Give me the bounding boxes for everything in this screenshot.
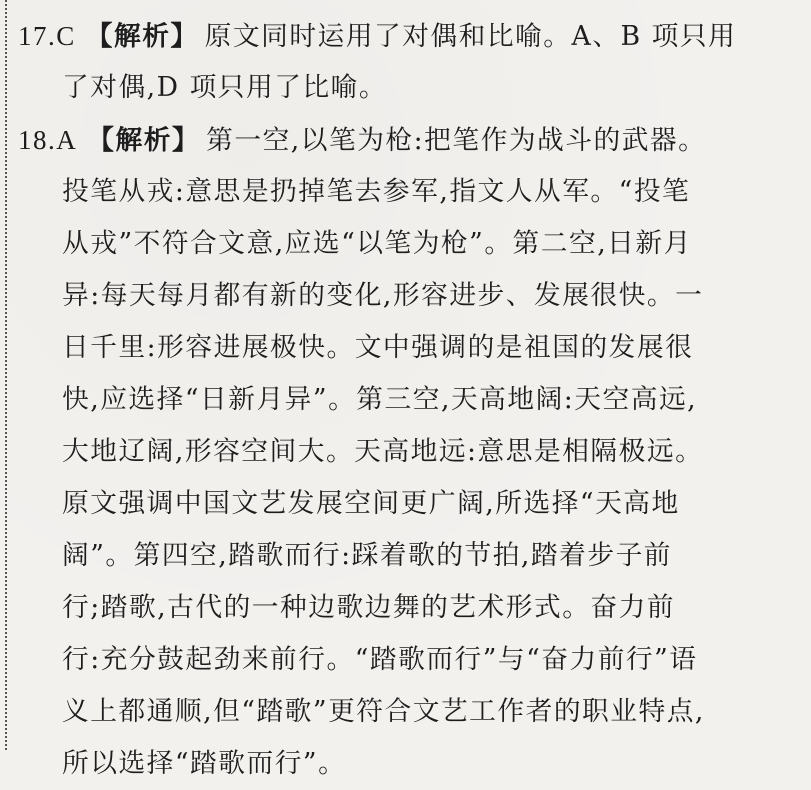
answer-line (18, 738, 798, 790)
question-number: 17.C (18, 21, 76, 51)
answer-line (18, 322, 798, 374)
answer-text: 快,应选择“日新月异”。第三空,天高地阔:天空高远, (62, 384, 698, 415)
answer-text: 行:充分鼓起劲来前行。“踏歌而行”与“奋力前行”语 (62, 644, 698, 675)
answer-item-17 (18, 10, 798, 114)
answer-line (18, 114, 798, 166)
answer-line (18, 166, 798, 218)
margin-dotted-rule (5, 0, 7, 750)
answer-line (18, 686, 798, 738)
answer-text: 所以选择“踏歌而行”。 (62, 748, 347, 779)
answer-text: 日千里:形容进展极快。文中强调的是祖国的发展很 (62, 332, 694, 363)
answer-text: 第一空,以笔为枪:把笔作为战斗的武器。 (206, 125, 707, 156)
answer-text: 异:每天每月都有新的变化,形容进步、发展很快。一 (62, 280, 704, 311)
answer-text: 阔”。第四空,踏歌而行:踩着歌的节拍,踏着步子前 (62, 540, 673, 571)
question-number: 18.A (18, 125, 78, 155)
answer-text: 投笔从戎:意思是扔掉笔去参军,指文人从军。“投笔 (62, 176, 691, 207)
answer-line (18, 582, 798, 634)
answer-text: 从戎”不符合文意,应选“以笔为枪”。第二空,日新月 (62, 228, 692, 259)
answer-text: 大地辽阔,形容空间大。天高地远:意思是相隔极远。 (62, 436, 704, 467)
answer-text: 行;踏歌,古代的一种边歌边舞的艺术形式。奋力前 (62, 592, 676, 623)
answer-line (18, 426, 798, 478)
answer-item-18 (18, 114, 798, 790)
analysis-tag: 【解析】 (85, 21, 199, 52)
answer-line (18, 634, 798, 686)
answer-text: 义上都通顺,但“踏歌”更符合文艺工作者的职业特点, (62, 696, 705, 727)
analysis-tag: 【解析】 (87, 125, 201, 156)
answer-line (18, 530, 798, 582)
answer-line (18, 478, 798, 530)
answer-line (18, 270, 798, 322)
answer-text: 原文强调中国文艺发展空间更广阔,所选择“天高地 (62, 488, 680, 519)
answer-line (18, 218, 798, 270)
answer-text: 原文同时运用了对偶和比喻。A、B 项只用 (204, 21, 737, 52)
answer-line (18, 10, 798, 62)
answer-text: 了对偶,D 项只用了比喻。 (62, 72, 388, 103)
answer-line (18, 374, 798, 426)
answer-line (18, 62, 798, 114)
